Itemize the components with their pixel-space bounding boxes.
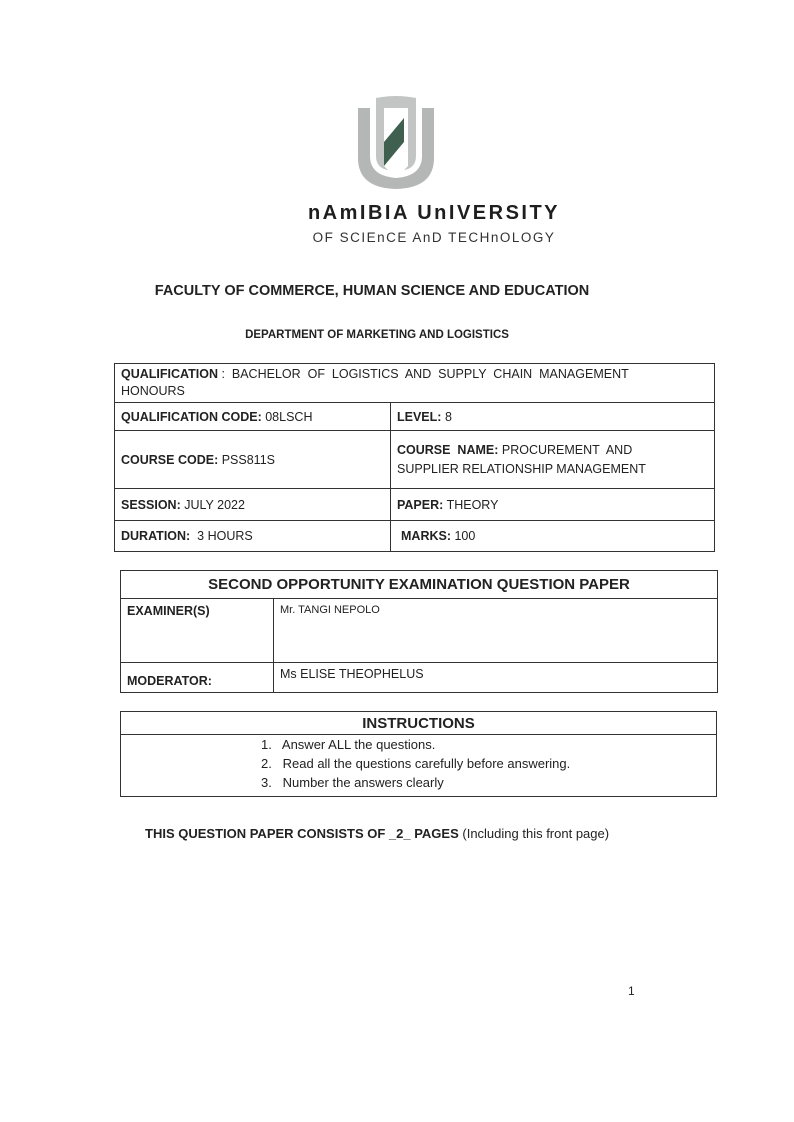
university-name: nAmIBIA UnIVERSITY [307,202,561,224]
qualification-code-value: 08LSCH [265,409,313,424]
marks-label: MARKS: [401,529,451,543]
session-value: JULY 2022 [184,497,245,512]
instruction-number: 1. [261,737,272,752]
university-logo [356,94,436,190]
qualification-code-cell [115,403,391,431]
course-name-cell [391,431,715,489]
page-count-note [145,826,609,841]
qualification-code-label: QUALIFICATION CODE: [121,409,262,424]
course-code-label: COURSE CODE: [121,452,219,467]
moderator-label: MODERATOR: [121,663,274,693]
exam-title: SECOND OPPORTUNITY EXAMINATION QUESTION PAPER [121,571,718,599]
instruction-item [261,773,716,792]
page-count-paren: (Including this front page) [462,826,610,841]
instruction-text: Read all the questions carefully before answering. [282,756,571,771]
course-info-table [114,363,715,552]
duration-cell [115,521,391,552]
instruction-item [261,754,716,773]
instructions-table [120,711,717,797]
faculty-heading: FACULTY OF COMMERCE, HUMAN SCIENCE AND EDUCATION [154,283,590,299]
course-code-value: PSS811S [221,452,275,467]
instruction-number: 3. [261,775,272,790]
page-count-bold: THIS QUESTION PAPER CONSISTS OF _2_ PAGES [145,826,459,841]
session-label: SESSION: [121,497,181,512]
paper-cell [391,489,715,521]
moderator-value: Ms ELISE THEOPHELUS [274,663,718,693]
paper-value: THEORY [446,497,499,512]
level-cell [391,403,715,431]
examination-table [120,570,718,693]
instructions-list [261,735,716,792]
level-value: 8 [444,409,452,424]
paper-label: PAPER: [397,497,444,512]
university-subtitle: OF SCIEnCE AnD TECHnOLOGY [312,230,556,245]
instructions-body [121,735,717,797]
level-label: LEVEL: [397,409,442,424]
instruction-text: Number the answers clearly [282,775,444,790]
duration-label: DURATION: [121,529,191,543]
qualification-label: QUALIFICATION [121,367,218,381]
session-cell [115,489,391,521]
page-number: 1 [628,984,635,998]
qualification-cell [115,364,715,403]
course-code-cell [115,431,391,489]
examiner-label: EXAMINER(S) [121,599,274,663]
instruction-item [261,735,716,754]
marks-value: 100 [454,529,476,543]
department-heading: DEPARTMENT OF MARKETING AND LOGISTICS [245,329,509,341]
instructions-title: INSTRUCTIONS [121,712,717,735]
duration-value: 3 HOURS [197,529,253,543]
course-name-label: COURSE NAME: [397,442,499,457]
logo-bar-icon [384,118,404,166]
instruction-text: Answer ALL the questions. [281,737,436,752]
qualification-value: : BACHELOR OF LOGISTICS AND SUPPLY CHAIN MANAGEMENT HONOURS [121,367,632,398]
instruction-number: 2. [261,756,272,771]
course-name-value: PROCUREMENT AND SUPPLIER RELATIONSHIP MANAGEMENT [397,442,646,476]
marks-cell [391,521,715,552]
examiner-value: Mr. TANGI NEPOLO [274,599,718,663]
